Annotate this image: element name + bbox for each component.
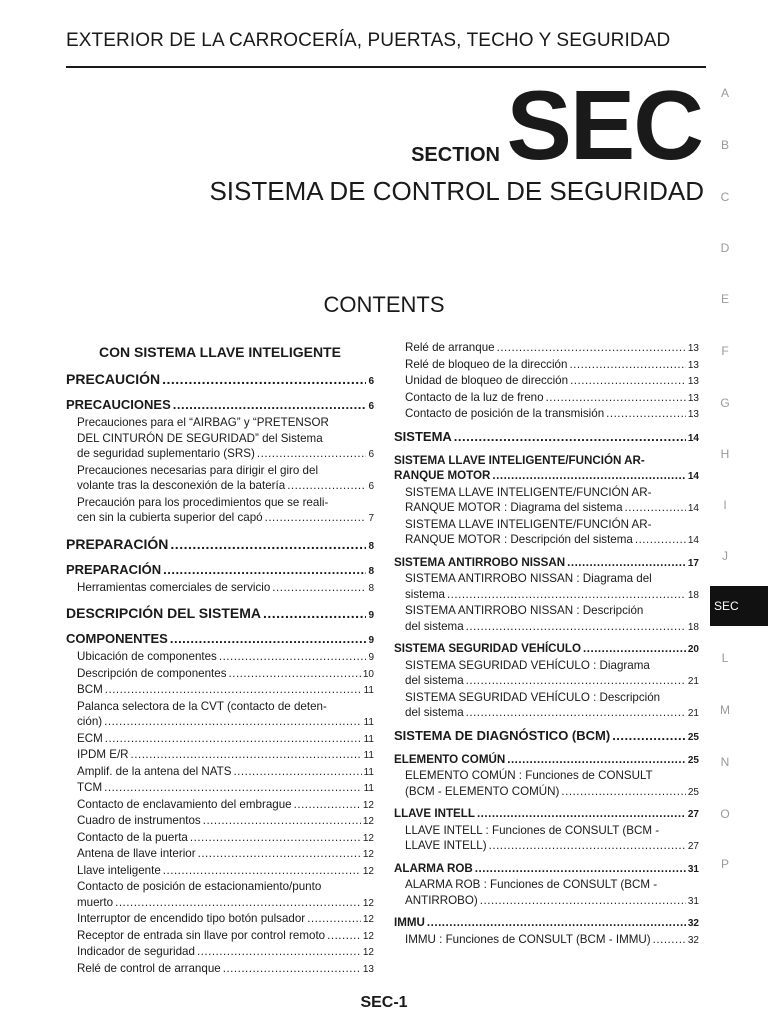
toc-page-number: 9 [368, 610, 374, 621]
toc-entry[interactable] [66, 495, 374, 527]
toc-entry[interactable] [66, 699, 374, 731]
dot-leader [612, 728, 686, 744]
dot-leader [569, 357, 685, 373]
dot-leader [170, 631, 367, 647]
toc-page-number: 12 [362, 799, 374, 811]
dot-leader [480, 893, 686, 909]
toc-entry[interactable] [66, 580, 374, 597]
toc-page-number: 13 [687, 392, 699, 404]
toc-entry-text: DESCRIPCIÓN DEL SISTEMA [66, 605, 261, 621]
toc-entry-text: IMMU [394, 916, 425, 929]
toc-entry[interactable] [394, 485, 699, 517]
toc-entry[interactable] [66, 863, 374, 880]
toc-entry[interactable] [394, 357, 699, 374]
toc-entry-text: Descripción de componentes [77, 666, 227, 680]
dot-leader [229, 666, 361, 682]
toc-entry-text: IPDM E/R [77, 748, 129, 761]
toc-entry[interactable] [66, 631, 374, 649]
toc-entry-text: LLAVE INTELL [394, 807, 475, 820]
toc-entry-text: PRECAUCIÓN [66, 371, 161, 387]
dot-leader [475, 861, 686, 877]
toc-entry-text: Contacto de posición de estacionamiento/punto [77, 880, 322, 893]
toc-page-number: 32 [687, 918, 699, 929]
toc-page-number: 17 [687, 557, 699, 569]
toc-entry[interactable] [394, 806, 699, 823]
dot-leader [163, 562, 366, 578]
dot-leader [105, 731, 362, 747]
toc-page-number: 14 [687, 535, 699, 546]
toc-page-number: 25 [687, 754, 699, 766]
dot-leader [489, 838, 686, 854]
toc-page-number: 31 [687, 863, 699, 875]
toc-entry-text: Indicador de seguridad [77, 945, 195, 958]
toc-entry[interactable] [66, 604, 374, 625]
dot-leader [203, 813, 361, 829]
toc-entry[interactable] [394, 555, 699, 572]
dot-leader [570, 373, 686, 389]
toc-entry[interactable] [394, 915, 699, 932]
toc-entry[interactable] [66, 649, 374, 666]
active-section-tab[interactable]: SEC [710, 586, 768, 626]
toc-entry-text: SISTEMA LLAVE INTELIGENTE/FUNCIÓN AR- [394, 453, 645, 467]
toc-entry-text: PRECAUCIONES [66, 397, 171, 412]
dot-leader [561, 784, 686, 800]
toc-entry-text: Receptor de entrada sin llave por control remoto [77, 928, 326, 942]
dot-leader [162, 370, 366, 388]
section-tab-letter[interactable]: P [720, 857, 729, 871]
toc-entry-text: SISTEMA SEGURIDAD VEHÍCULO : Descripción [405, 690, 661, 704]
section-tab-letter[interactable]: B [720, 138, 729, 152]
toc-page-number: 8 [368, 582, 374, 594]
toc-entry-text: cen sin la cubierta superior del capó [77, 511, 263, 524]
toc-entry-text: (BCM - ELEMENTO COMÚN) [405, 784, 560, 798]
toc-entry[interactable] [66, 666, 374, 683]
toc-page-number: 11 [363, 783, 374, 794]
toc-entry-text: sistema [405, 587, 445, 601]
toc-page-number: 14 [687, 432, 699, 444]
section-tab-letter[interactable]: D [720, 241, 730, 255]
toc-entry-text: Contacto de posición de la transmisión [405, 407, 605, 420]
toc-list-left [66, 370, 374, 977]
dot-leader [170, 535, 366, 553]
dot-leader [198, 846, 361, 862]
toc-page-number: 8 [368, 565, 374, 577]
toc-entry-text: del sistema [405, 706, 464, 719]
toc-page-number: 27 [687, 809, 699, 820]
dot-leader [104, 780, 361, 796]
toc-page-number: 9 [368, 652, 374, 663]
toc-page-number: 11 [363, 766, 374, 778]
section-tab-letter[interactable]: C [720, 190, 730, 204]
dot-leader [606, 406, 686, 422]
toc-entry-text: Contacto de la luz de freno [405, 390, 544, 404]
toc-page-number: 13 [687, 409, 699, 420]
toc-entry[interactable] [66, 747, 374, 764]
section-tab-letter[interactable]: L [721, 651, 729, 665]
toc-entry-text: ECM [77, 731, 103, 745]
toc-page-number: 31 [687, 895, 699, 907]
toc-entry-text: SISTEMA ANTIRROBO NISSAN [394, 555, 566, 569]
section-name: SISTEMA DE CONTROL DE SEGURIDAD [209, 176, 704, 206]
dot-leader [492, 468, 685, 484]
toc-list-right [394, 340, 699, 948]
dot-leader [104, 714, 361, 730]
section-tab-letter[interactable]: O [720, 807, 730, 821]
toc-entry-text: de seguridad suplementario (SRS) [77, 447, 255, 460]
toc-entry-text: ELEMENTO COMÚN : Funciones de CONSULT [405, 769, 653, 782]
toc-entry-text: Contacto de enclavamiento del embrague [77, 797, 292, 811]
page-number: SEC-1 [360, 994, 408, 1011]
toc-entry[interactable] [66, 944, 374, 961]
toc-entry[interactable] [66, 830, 374, 847]
toc-entry[interactable] [394, 932, 699, 949]
toc-entry-text: volante tras la desconexión de la batería [77, 479, 286, 492]
toc-page-number: 11 [363, 685, 374, 696]
toc-entry[interactable] [66, 797, 374, 814]
toc-entry[interactable] [66, 370, 374, 391]
dot-leader [257, 446, 367, 462]
toc-page-number: 10 [362, 668, 374, 680]
section-tab-letter[interactable]: G [720, 396, 730, 410]
toc-page-number: 12 [362, 832, 374, 844]
toc-page-number: 27 [687, 841, 699, 852]
toc-entry-text: IMMU : Funciones de CONSULT (BCM - IMMU) [405, 932, 651, 946]
section-tab-letter[interactable]: M [720, 703, 730, 717]
toc-page-number: 12 [362, 930, 374, 942]
dot-leader [190, 830, 361, 846]
toc-entry[interactable] [66, 780, 374, 797]
dot-leader [454, 429, 686, 445]
dot-leader [546, 390, 686, 406]
toc-page-number: 9 [368, 635, 374, 646]
dot-leader [466, 619, 686, 635]
dot-leader [447, 587, 686, 603]
toc-entry[interactable] [394, 752, 699, 769]
dot-leader [294, 797, 361, 813]
toc-entry-text: SISTEMA ANTIRROBO NISSAN : Descripción [405, 604, 644, 617]
toc-entry-text: ción) [77, 715, 103, 728]
dot-leader [477, 806, 686, 822]
toc-page-number: 21 [687, 676, 699, 687]
toc-page-number: 6 [368, 376, 374, 387]
toc-page-number: 11 [363, 733, 374, 745]
toc-entry[interactable] [394, 517, 699, 549]
toc-group-title: CON SISTEMA LLAVE INTELIGENTE [99, 344, 341, 360]
toc-entry[interactable] [394, 429, 699, 447]
dot-leader [163, 863, 361, 879]
dot-leader [625, 500, 686, 516]
dot-leader [497, 340, 686, 356]
toc-page-number: 21 [687, 708, 699, 719]
dot-leader [219, 649, 367, 665]
toc-entry[interactable] [394, 641, 699, 658]
dot-leader [567, 555, 686, 571]
dot-leader [427, 915, 686, 931]
toc-entry[interactable] [394, 340, 699, 357]
dot-leader [272, 580, 366, 596]
section-tab-letter[interactable]: N [720, 755, 730, 769]
toc-right-column [394, 340, 699, 948]
toc-entry-text: Interruptor de encendido tipo botón pulsador [77, 912, 306, 925]
section-code: SEC [506, 70, 702, 180]
dot-leader [233, 764, 361, 780]
toc-page-number: 14 [687, 503, 699, 514]
toc-entry-text: Palanca selectora de la CVT (contacto de deten- [77, 699, 327, 713]
toc-entry-text: PREPARACIÓN [66, 535, 169, 552]
toc-entry[interactable] [394, 768, 699, 800]
dot-leader [131, 747, 362, 763]
toc-entry-text: PREPARACIÓN [66, 561, 162, 577]
toc-entry-text: Precauciones para el “AIRBAG” y “PRETENSOR [77, 416, 329, 429]
toc-page-number: 25 [687, 731, 699, 743]
toc-entry[interactable] [394, 603, 699, 635]
section-tab-letter[interactable]: E [720, 292, 729, 306]
toc-entry-text: SISTEMA SEGURIDAD VEHÍCULO : Diagrama [405, 658, 650, 672]
toc-page-number: 12 [362, 865, 374, 877]
dot-leader [287, 478, 366, 494]
toc-entry-text: Llave inteligente [77, 863, 161, 877]
toc-entry-text: Relé de bloqueo de la dirección [405, 357, 568, 371]
toc-entry[interactable] [394, 823, 699, 855]
toc-entry[interactable] [66, 813, 374, 830]
toc-page-number: 7 [368, 513, 374, 524]
toc-entry[interactable] [394, 453, 699, 485]
toc-page-number: 6 [368, 401, 374, 412]
toc-page-number: 13 [362, 963, 374, 975]
dot-leader [173, 397, 367, 413]
toc-entry-text: RANQUE MOTOR : Diagrama del sistema [405, 501, 623, 514]
section-label: SECTION [411, 144, 500, 166]
dot-leader [263, 604, 366, 622]
toc-entry-text: RANQUE MOTOR [394, 469, 491, 482]
toc-entry-text: DEL CINTURÓN DE SEGURIDAD” del Sistema [77, 431, 323, 445]
dot-leader [307, 911, 361, 927]
toc-entry-text: ALARMA ROB : Funciones de CONSULT (BCM - [405, 878, 658, 891]
toc-entry-text: del sistema [405, 674, 464, 687]
toc-page-number: 25 [687, 786, 699, 798]
toc-entry-text: LLAVE INTELL : Funciones de CONSULT (BCM - [405, 823, 660, 837]
toc-entry[interactable] [66, 562, 374, 580]
toc-page-number: 14 [687, 471, 699, 482]
toc-entry-text: Precaución para los procedimientos que se reali- [77, 495, 329, 509]
toc-page-number: 12 [362, 914, 374, 925]
toc-entry-text: Contacto de la puerta [77, 830, 188, 844]
dot-leader [653, 932, 686, 948]
dot-leader [583, 641, 686, 657]
section-tab-letter[interactable]: J [722, 549, 728, 563]
section-tab-letter[interactable]: I [723, 498, 727, 512]
toc-entry[interactable] [394, 690, 699, 722]
toc-left-column [66, 340, 374, 977]
toc-entry[interactable] [66, 764, 374, 781]
toc-page-number: 8 [368, 540, 374, 552]
toc-entry[interactable] [66, 415, 374, 463]
header-divider [66, 66, 706, 68]
toc-entry[interactable] [394, 877, 699, 909]
toc-entry-text: SISTEMA [394, 428, 452, 444]
toc-page-number: 12 [362, 897, 374, 909]
toc-entry-text: SISTEMA ANTIRROBO NISSAN : Diagrama del [405, 572, 652, 585]
toc-entry[interactable] [394, 390, 699, 407]
toc-entry-text: SISTEMA LLAVE INTELIGENTE/FUNCIÓN AR- [405, 517, 652, 531]
toc-entry-text: TCM [77, 781, 103, 794]
toc-entry[interactable] [66, 463, 374, 495]
toc-page-number: 12 [362, 816, 374, 827]
toc-entry-text: SISTEMA SEGURIDAD VEHÍCULO [394, 642, 582, 655]
toc-page-number: 11 [363, 750, 374, 761]
toc-entry-text: LLAVE INTELL) [405, 839, 487, 852]
toc-page-number: 6 [368, 449, 374, 460]
toc-page-number: 11 [363, 717, 374, 728]
toc-page-number: 12 [362, 947, 374, 958]
contents-heading: CONTENTS [323, 292, 445, 317]
toc-entry-text: SISTEMA LLAVE INTELIGENTE/FUNCIÓN AR- [405, 485, 652, 499]
toc-entry-text: ALARMA ROB [394, 861, 473, 875]
toc-entry[interactable] [66, 928, 374, 945]
toc-page-number: 20 [687, 644, 699, 655]
toc-entry-text: Relé de arranque [405, 341, 495, 354]
toc-entry-text: del sistema [405, 619, 464, 633]
toc-entry[interactable] [394, 728, 699, 746]
toc-entry[interactable] [66, 911, 374, 928]
toc-page-number: 32 [687, 934, 699, 946]
dot-leader [635, 532, 686, 548]
toc-entry-text: ANTIRROBO) [405, 893, 478, 907]
manual-chapter-title: EXTERIOR DE LA CARROCERÍA, PUERTAS, TECHO Y SEGURIDAD [66, 30, 671, 51]
toc-page-number: 13 [687, 359, 699, 371]
toc-page-number: 6 [368, 481, 374, 492]
dot-leader [466, 705, 686, 721]
toc-entry[interactable] [66, 879, 374, 911]
dot-leader [327, 928, 361, 944]
dot-leader [115, 895, 361, 911]
dot-leader [507, 752, 686, 768]
toc-entry-text: ELEMENTO COMÚN [394, 752, 506, 766]
toc-entry[interactable] [66, 535, 374, 556]
toc-entry[interactable] [66, 682, 374, 699]
toc-entry-text: COMPONENTES [66, 631, 168, 646]
toc-entry-text: BCM [77, 683, 103, 696]
toc-entry[interactable] [394, 373, 699, 390]
section-tab-letter[interactable]: A [720, 86, 729, 100]
toc-page-number: 18 [687, 589, 699, 601]
toc-entry-text: Unidad de bloqueo de dirección [405, 374, 569, 387]
toc-entry-text: RANQUE MOTOR : Descripción del sistema [405, 533, 633, 546]
toc-entry-text: Precauciones necesarias para dirigir el giro del [77, 463, 319, 477]
dot-leader [265, 510, 367, 526]
dot-leader [466, 673, 686, 689]
section-tab-letter[interactable]: F [721, 344, 729, 358]
toc-entry-text: Ubicación de componentes [77, 650, 217, 663]
section-tab-letter[interactable]: H [720, 447, 730, 461]
toc-entry-text: Cuadro de instrumentos [77, 814, 201, 827]
toc-entry[interactable] [66, 731, 374, 748]
toc-page-number: 13 [687, 343, 699, 354]
toc-page-number: 12 [362, 849, 374, 860]
toc-entry-text: Relé de control de arranque [77, 961, 221, 975]
toc-entry-text: SISTEMA DE DIAGNÓSTICO (BCM) [394, 727, 611, 743]
toc-entry-text: Amplif. de la antena del NATS [77, 764, 232, 778]
toc-entry[interactable] [394, 861, 699, 878]
dot-leader [197, 944, 361, 960]
toc-entry[interactable] [66, 961, 374, 978]
toc-page-number: 18 [687, 621, 699, 633]
toc-entry[interactable] [394, 658, 699, 690]
toc-entry-text: Antena de llave interior [77, 847, 196, 860]
toc-page-number: 13 [687, 376, 699, 387]
toc-entry-text: Herramientas comerciales de servicio [77, 580, 271, 594]
toc-entry[interactable] [394, 571, 699, 603]
dot-leader [105, 682, 362, 698]
toc-entry[interactable] [66, 846, 374, 863]
toc-entry-text: muerto [77, 895, 114, 909]
toc-entry[interactable] [394, 406, 699, 423]
toc-entry[interactable] [66, 397, 374, 415]
dot-leader [223, 961, 361, 977]
